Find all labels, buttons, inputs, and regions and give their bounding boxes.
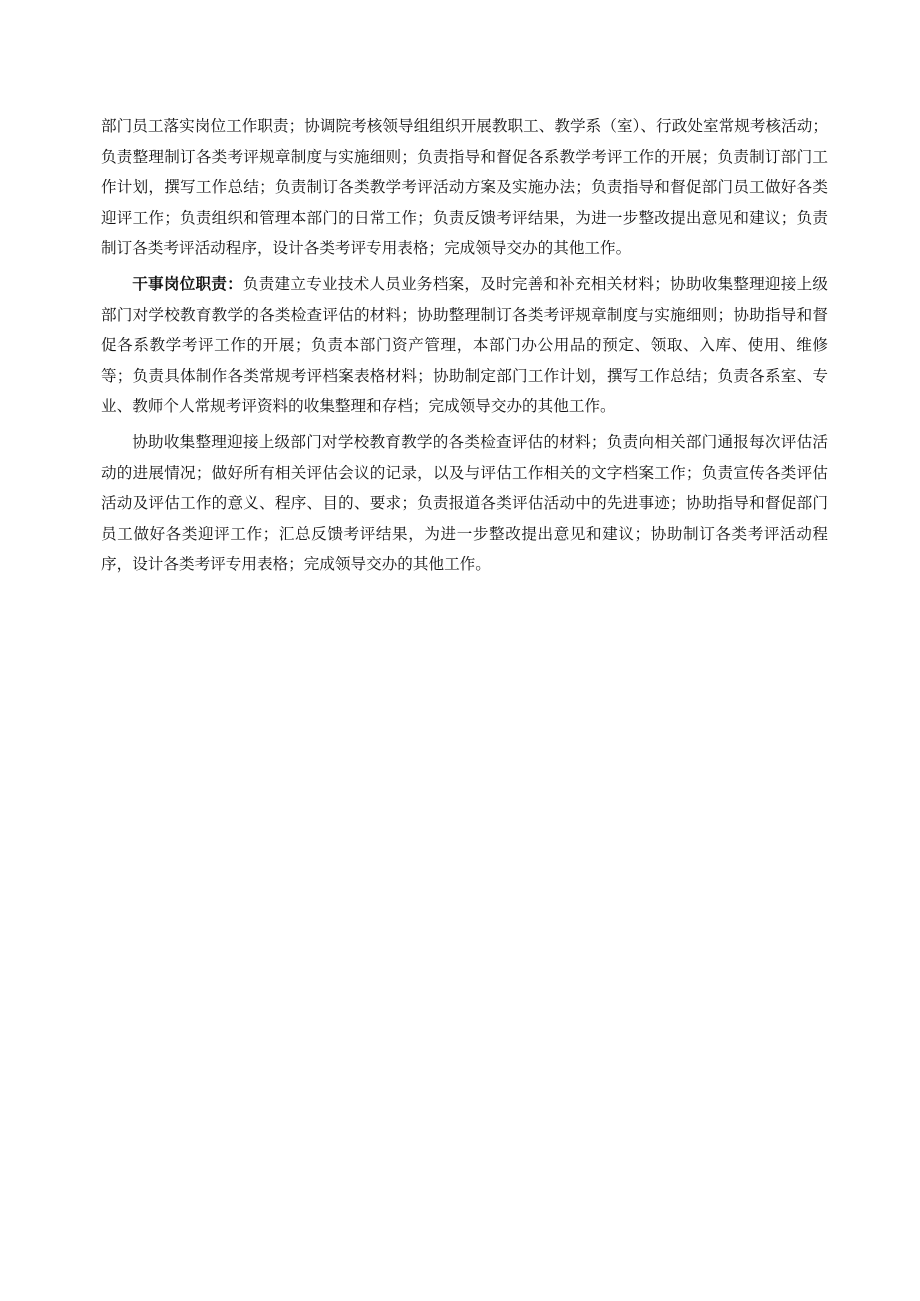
paragraph-text: 部门员工落实岗位工作职责；协调院考核领导组组织开展教职工、教学系（室）、行政处室常规考核活动；负责整理制订各类考评规章制度与实施细则；负责指导和督促各系教学考评工作的开展；负责制订部门工作计划，撰写工作总结；负责制订各类教学考评活动方案及实施办法；负责指导和督促部门员工做好各类迎评工作；负责组织和管理本部门的日常工作；负责反馈考评结果，为进一步整改提出意见和建议；负责制订各类考评活动程序，设计各类考评专用表格；完成领导交办的其他工作。 <box>101 117 828 258</box>
paragraph-clerk-duties <box>101 269 828 422</box>
paragraph-department-duties-continued <box>101 111 828 264</box>
paragraph-text: 负责建立专业技术人员业务档案，及时完善和补充相关材料；协助收集整理迎接上级部门对学校教育教学的各类检查评估的材料；协助整理制订各类考评规章制度与实施细则；协助指导和督促各系教学考评工作的开展；负责本部门资产管理，本部门办公用品的预定、领取、入库、使用、维修等；负责具体制作各类常规考评档案表格材料；协助制定部门工作计划，撰写工作总结；负责各系室、专业、教师个人常规考评资料的收集整理和存档；完成领导交办的其他工作。 <box>101 274 828 416</box>
paragraph-evaluation-duties <box>101 427 828 580</box>
paragraph-heading: 干事岗位职责： <box>132 273 243 293</box>
document-body <box>101 111 828 585</box>
paragraph-text: 协助收集整理迎接上级部门对学校教育教学的各类检查评估的材料；负责向相关部门通报每次评估活动的进展情况；做好所有相关评估会议的记录，以及与评估工作相关的文字档案工作；负责宣传各类评估活动及评估工作的意义、程序、目的、要求；负责报道各类评估活动中的先进事迹；协助指导和督促部门员工做好各类迎评工作；汇总反馈考评结果，为进一步整改提出意见和建议；协助制订各类考评活动程序，设计各类考评专用表格；完成领导交办的其他工作。 <box>101 432 828 574</box>
